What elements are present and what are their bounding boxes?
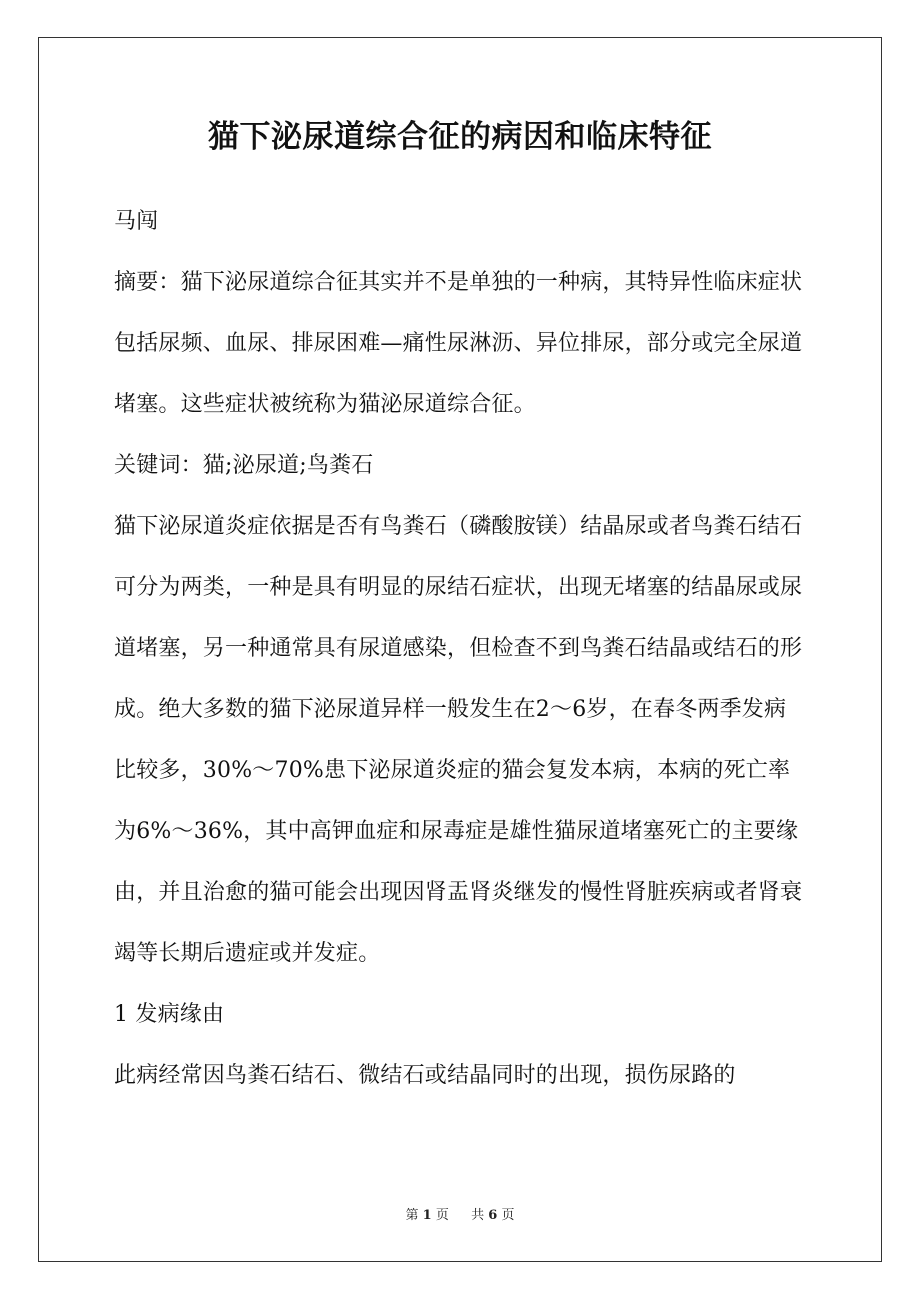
footer-page-total: 6	[488, 1208, 498, 1223]
keywords-line: 关键词：猫;泌尿道;鸟粪石	[114, 453, 374, 478]
page-footer	[0, 1206, 920, 1226]
section-paragraph: 此病经常因鸟粪石结石、微结石或结晶同时的出现，损伤尿路的	[114, 1063, 736, 1088]
abstract-paragraph: 摘要：猫下泌尿道综合征其实并不是单独的一种病，其特异性临床症状包括尿频、血尿、排尿困难—痛性尿淋沥、异位排尿，部分或完全尿道堵塞。这些症状被统称为猫泌尿道综合征。	[114, 270, 803, 417]
body-paragraph: 猫下泌尿道炎症依据是否有鸟粪石（磷酸胺镁）结晶尿或者鸟粪石结石可分为两类，一种是具有明显的尿结石症状，出现无堵塞的结晶尿或尿道堵塞，另一种通常具有尿道感染，但检查不到鸟粪石结晶或结石的形成。绝大多数的猫下泌尿道异样一般发生在2～6岁，在春冬两季发病比较多，30%～70%患下泌尿道炎症的猫会复发本病，本病的死亡率为6%～36%，其中高钾血症和尿毒症是雄性猫尿道堵塞死亡的主要缘由，并且治愈的猫可能会出现因肾盂肾炎继发的慢性肾脏疾病或者肾衰竭等长期后遗症或并发症。	[114, 514, 803, 966]
footer-total-unit: 页	[501, 1208, 515, 1223]
footer-total-prefix: 共	[471, 1208, 485, 1223]
footer-page-unit: 页	[435, 1208, 449, 1223]
document-title: 猫下泌尿道综合征的病因和临床特征	[208, 119, 712, 155]
author-name: 马闯	[114, 209, 159, 234]
footer-page-prefix: 第	[405, 1208, 419, 1223]
footer-page-current: 1	[422, 1208, 432, 1223]
section-heading: 1 发病缘由	[114, 1002, 225, 1027]
document-body	[114, 191, 806, 1106]
